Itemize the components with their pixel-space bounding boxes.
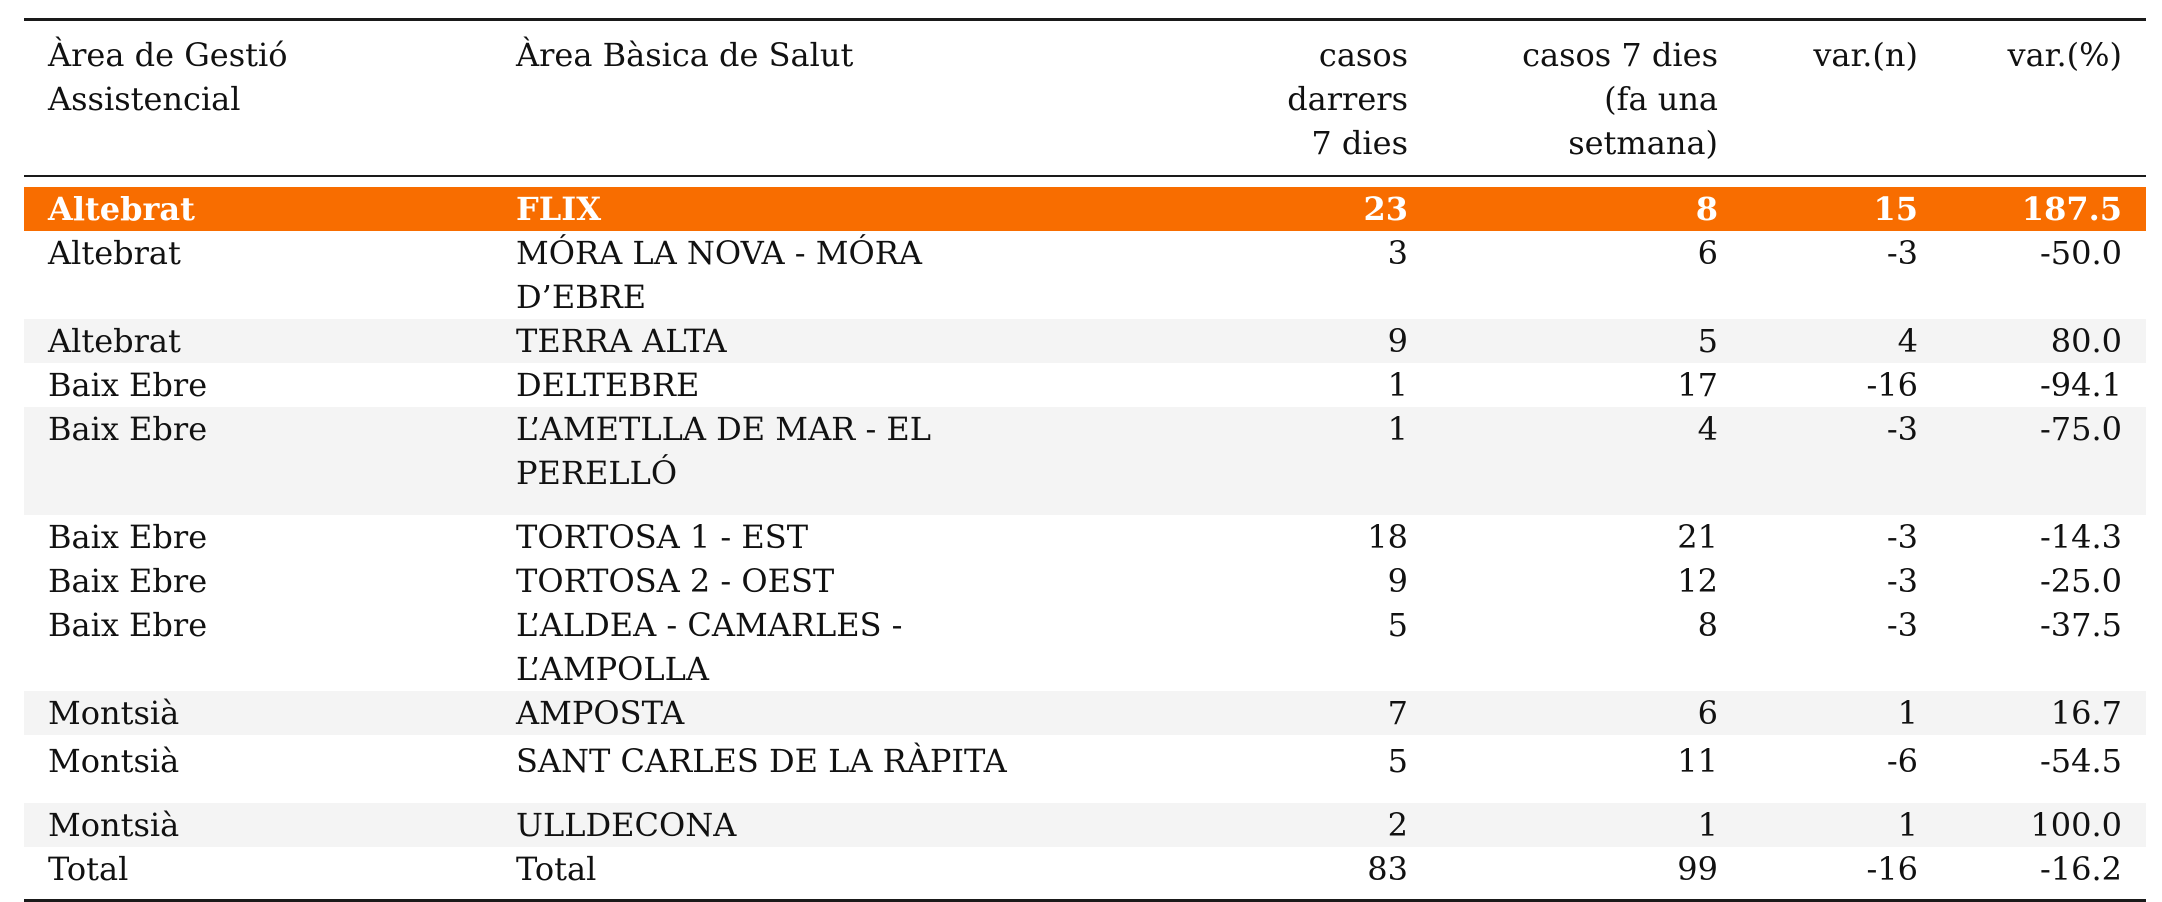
cell-var-pct: -94.1 [2039, 366, 2122, 404]
header-rule [24, 175, 2146, 177]
cell-abs: SANT CARLES DE LA RÀPITA [516, 742, 1007, 780]
table-row [24, 363, 2146, 407]
header-abs: Àrea Bàsica de Salut [516, 36, 854, 74]
cell-aga: Baix Ebre [48, 366, 208, 404]
cell-casos: 9 [1072, 319, 1432, 363]
cell-var-pct: 16.7 [1942, 691, 2146, 735]
cell-var-n: -3 [1886, 518, 1918, 556]
cell-casos: 1 [1072, 407, 1432, 515]
cell-casos-prev: 8 [1432, 187, 1742, 231]
cell-casos: 1 [1387, 366, 1408, 404]
table-row-total [24, 847, 2146, 891]
cell-aga: Altebrat [48, 234, 181, 272]
cell-abs: MÓRA LA NOVA - MÓRA D’EBRE [516, 234, 922, 316]
cell-casos: 83 [1367, 850, 1408, 888]
cell-casos: 5 [1387, 606, 1408, 644]
cell-aga: Baix Ebre [48, 562, 208, 600]
cell-casos-prev: 1 [1432, 803, 1742, 847]
cell-casos: 23 [1072, 187, 1432, 231]
header-casos-prev: casos 7 dies (fa una setmana) [1522, 36, 1718, 162]
cell-var-pct: -16.2 [2039, 850, 2122, 888]
cell-casos-prev: 21 [1677, 518, 1718, 556]
cell-var-pct: -25.0 [2039, 562, 2122, 600]
data-table-body [24, 187, 2146, 891]
table-row [24, 407, 2146, 515]
cell-var-n: 15 [1742, 187, 1942, 231]
table-row [24, 691, 2146, 735]
cell-casos: 18 [1367, 518, 1408, 556]
header-row [24, 21, 2146, 175]
cell-aga: Baix Ebre [48, 518, 208, 556]
header-var-n: var.(n) [1813, 36, 1918, 74]
table-row [24, 803, 2146, 847]
table-body [24, 187, 2146, 891]
cell-abs: AMPOSTA [492, 691, 1072, 735]
cell-var-pct: 80.0 [1942, 319, 2146, 363]
cell-aga: Montsià [24, 803, 492, 847]
cell-aga: Altebrat [24, 187, 492, 231]
cell-casos-prev: 11 [1677, 742, 1718, 780]
cell-var-pct: -54.5 [2039, 742, 2122, 780]
cell-var-n: -3 [1886, 606, 1918, 644]
cell-casos: 2 [1072, 803, 1432, 847]
table-row [24, 735, 2146, 803]
cell-var-n: -16 [1866, 366, 1918, 404]
cell-var-pct: -75.0 [1942, 407, 2146, 515]
cell-casos-prev: 5 [1432, 319, 1742, 363]
cases-table [24, 18, 2146, 902]
cell-abs: ULLDECONA [492, 803, 1072, 847]
cell-var-n: -3 [1742, 407, 1942, 515]
cell-var-n: -6 [1886, 742, 1918, 780]
header-var-pct: var.(%) [2007, 36, 2122, 74]
cell-var-pct: -14.3 [2039, 518, 2122, 556]
cell-aga: Baix Ebre [48, 606, 208, 644]
cell-aga: Total [48, 850, 129, 888]
header-aga: Àrea de Gestió Assistencial [48, 36, 288, 118]
cell-var-pct: -50.0 [2039, 234, 2122, 272]
data-table [24, 21, 2146, 175]
cell-aga: Montsià [48, 742, 180, 780]
cell-var-n: -3 [1886, 562, 1918, 600]
cell-aga: Altebrat [24, 319, 492, 363]
cell-casos-prev: 17 [1677, 366, 1718, 404]
header-casos: casos darrers 7 dies [1287, 36, 1408, 162]
table-row [24, 603, 2146, 691]
cell-var-n: 1 [1742, 691, 1942, 735]
cell-var-pct: 100.0 [1942, 803, 2146, 847]
cell-casos-prev: 6 [1432, 691, 1742, 735]
cell-casos: 7 [1072, 691, 1432, 735]
table-row [24, 231, 2146, 319]
cell-casos-prev: 12 [1677, 562, 1718, 600]
cell-abs: DELTEBRE [516, 366, 700, 404]
cell-abs: TORTOSA 1 - EST [516, 518, 809, 556]
cell-abs: TERRA ALTA [492, 319, 1072, 363]
table-row [24, 515, 2146, 559]
cell-aga: Baix Ebre [24, 407, 492, 515]
cell-casos: 9 [1387, 562, 1408, 600]
cell-abs: TORTOSA 2 - OEST [516, 562, 835, 600]
cell-casos-prev: 99 [1677, 850, 1718, 888]
table-row [24, 319, 2146, 363]
cell-var-n: -16 [1866, 850, 1918, 888]
table-row [24, 559, 2146, 603]
cell-casos-prev: 8 [1697, 606, 1718, 644]
cell-var-pct: -37.5 [2039, 606, 2122, 644]
cell-var-pct: 187.5 [1942, 187, 2146, 231]
cell-abs: L’AMETLLA DE MAR - EL PERELLÓ [492, 407, 1072, 515]
cell-casos: 5 [1387, 742, 1408, 780]
cell-var-n: 1 [1742, 803, 1942, 847]
cell-var-n: -3 [1886, 234, 1918, 272]
cell-var-n: 4 [1742, 319, 1942, 363]
table-row-highlighted [24, 187, 2146, 231]
cell-aga: Montsià [24, 691, 492, 735]
cell-abs: Total [516, 850, 597, 888]
cell-casos-prev: 6 [1697, 234, 1718, 272]
cell-abs: FLIX [492, 187, 1072, 231]
cell-casos-prev: 4 [1432, 407, 1742, 515]
cell-abs: L’ALDEA - CAMARLES - L’AMPOLLA [516, 606, 903, 688]
table-header [24, 21, 2146, 175]
cell-casos: 3 [1387, 234, 1408, 272]
